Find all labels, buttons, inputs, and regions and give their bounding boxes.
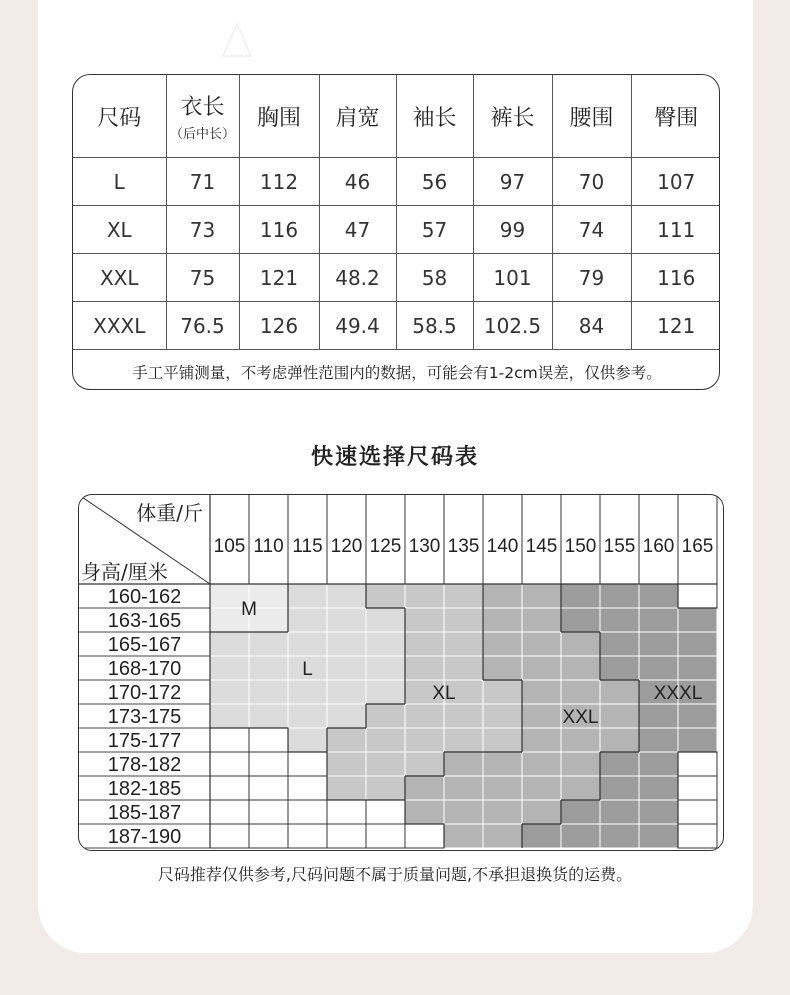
- corner-weight-label: 体重/斤: [136, 501, 203, 525]
- grid-cell-xxxl: [639, 824, 678, 848]
- height-label: 163-165: [107, 610, 182, 632]
- grid-cell-xxl: [522, 584, 561, 608]
- grid-cell-xxxl: [600, 608, 639, 632]
- header-chest: 胸围: [239, 75, 319, 158]
- table-cell: 49.4: [319, 302, 396, 350]
- table-cell: 97: [473, 158, 552, 206]
- grid-cell-l: [249, 632, 288, 656]
- height-label: 168-170: [107, 658, 182, 680]
- header-sleeve: 袖长: [396, 75, 473, 158]
- note-row: [73, 350, 720, 391]
- grid-cell-l: [327, 680, 366, 704]
- grid-cell-xxl: [561, 752, 600, 776]
- table-cell: 73: [166, 206, 239, 254]
- grid-cell-empty: [249, 824, 288, 848]
- grid-cell-empty: [210, 728, 249, 752]
- grid-cell-xxl: [444, 824, 483, 848]
- grid-cell-empty: [678, 800, 717, 824]
- grid-cell-l: [210, 656, 249, 680]
- grid-cell-xxxl: [600, 752, 639, 776]
- grid-cell-xxxl: [639, 632, 678, 656]
- grid-cell-xxl: [444, 776, 483, 800]
- grid-cell-l: [366, 656, 405, 680]
- grid-cell-xxl: [522, 800, 561, 824]
- table-cell: 116: [631, 254, 720, 302]
- grid-cell-xxl: [405, 800, 444, 824]
- grid-cell-l: [327, 608, 366, 632]
- grid-cell-xxl: [483, 656, 522, 680]
- grid-cell-xxxl: [561, 584, 600, 608]
- grid-cell-xl: [405, 656, 444, 680]
- weight-header: 120: [330, 536, 363, 557]
- grid-cell-xl: [405, 632, 444, 656]
- grid-cell-xxxl: [600, 776, 639, 800]
- grid-cell-xl: [483, 680, 522, 704]
- weight-header: 165: [681, 536, 714, 557]
- weight-header: 135: [447, 536, 480, 557]
- grid-cell-xxxl: [600, 656, 639, 680]
- quick-size-chart: [78, 494, 724, 851]
- grid-cell-xxxl: [600, 584, 639, 608]
- grid-cell-l: [249, 680, 288, 704]
- grid-cell-xxl: [483, 752, 522, 776]
- grid-cell-xxxl: [678, 704, 717, 728]
- grid-cell-empty: [249, 752, 288, 776]
- header-waist: 腰围: [552, 75, 631, 158]
- grid-cell-xxxl: [678, 632, 717, 656]
- grid-cell-empty: [327, 824, 366, 848]
- grid-cell-xl: [366, 704, 405, 728]
- grid-cell-empty: [366, 824, 405, 848]
- grid-cell-xxl: [522, 632, 561, 656]
- height-label: 182-185: [107, 778, 182, 800]
- grid-cell-l: [327, 632, 366, 656]
- grid-cell-xl: [444, 728, 483, 752]
- grid-cell-xxl: [522, 728, 561, 752]
- region-label-l: L: [302, 659, 313, 680]
- header-length: [166, 75, 239, 158]
- grid-cell-l: [210, 704, 249, 728]
- table-row: [73, 206, 720, 254]
- grid-cell-xxxl: [678, 608, 717, 632]
- grid-cell-xl: [327, 728, 366, 752]
- grid-cell-l: [288, 608, 327, 632]
- header-hip: 臀围: [631, 75, 720, 158]
- grid-cell-xxxl: [639, 800, 678, 824]
- grid-cell-xl: [444, 632, 483, 656]
- grid-cell-xxxl: [600, 800, 639, 824]
- table-cell: 46: [319, 158, 396, 206]
- table-row: [73, 158, 720, 206]
- weight-header: 110: [253, 536, 284, 557]
- grid-cell-xl: [405, 728, 444, 752]
- table-row: [73, 302, 720, 350]
- grid-cell-xxxl: [639, 728, 678, 752]
- height-label: 178-182: [107, 754, 182, 776]
- grid-cell-empty: [210, 776, 249, 800]
- grid-cell-xl: [444, 656, 483, 680]
- header-size: 尺码: [73, 75, 166, 158]
- header-length-label: 衣长: [180, 95, 225, 120]
- grid-cell-xxl: [444, 752, 483, 776]
- grid-cell-xl: [327, 752, 366, 776]
- grid-cell-xxl: [522, 776, 561, 800]
- grid-cell-l: [288, 632, 327, 656]
- table-cell: 48.2: [319, 254, 396, 302]
- grid-cell-xxxl: [639, 704, 678, 728]
- table-cell: XL: [73, 206, 166, 254]
- grid-cell-xl: [366, 776, 405, 800]
- grid-cell-xxxl: [678, 656, 717, 680]
- table-cell: XXL: [73, 254, 166, 302]
- region-label-m: M: [241, 599, 257, 620]
- measurement-note: 手工平铺测量，不考虑弹性范围内的数据，可能会有1-2cm误差，仅供参考。: [132, 364, 662, 382]
- grid-cell-xl: [405, 608, 444, 632]
- grid-cell-empty: [678, 824, 717, 848]
- grid-cell-empty: [288, 824, 327, 848]
- grid-cell-l: [249, 704, 288, 728]
- grid-cell-xxl: [600, 680, 639, 704]
- grid-cell-xxl: [483, 632, 522, 656]
- grid-cell-empty: [210, 800, 249, 824]
- grid-cell-xxl: [522, 752, 561, 776]
- region-label-xxl: XXL: [562, 707, 599, 728]
- grid-cell-l: [288, 680, 327, 704]
- grid-cell-empty: [405, 824, 444, 848]
- table-cell: 121: [631, 302, 720, 350]
- table-cell: 101: [473, 254, 552, 302]
- grid-cell-xxl: [561, 728, 600, 752]
- table-cell: 56: [396, 158, 473, 206]
- grid-cell-xxl: [522, 608, 561, 632]
- table-cell: 121: [239, 254, 319, 302]
- grid-cell-l: [249, 656, 288, 680]
- grid-cell-xxxl: [600, 632, 639, 656]
- grid-cell-xxl: [561, 632, 600, 656]
- grid-cell-empty: [210, 752, 249, 776]
- grid-cell-xxl: [483, 776, 522, 800]
- table-cell: 74: [552, 206, 631, 254]
- height-label: 187-190: [107, 826, 182, 848]
- weight-header: 150: [564, 536, 597, 557]
- grid-cell-xxxl: [561, 608, 600, 632]
- grid-cell-l: [288, 728, 327, 752]
- grid-cell-empty: [249, 728, 288, 752]
- grid-cell-xxxl: [639, 584, 678, 608]
- weight-header: 160: [642, 536, 675, 557]
- table-cell: 107: [631, 158, 720, 206]
- table-cell: 111: [631, 206, 720, 254]
- table-cell: 112: [239, 158, 319, 206]
- table-cell: 116: [239, 206, 319, 254]
- grid-cell-xl: [366, 728, 405, 752]
- table-cell: 126: [239, 302, 319, 350]
- table-cell: 76.5: [166, 302, 239, 350]
- grid-cell-xxxl: [600, 824, 639, 848]
- grid-cell-xxxl: [522, 824, 561, 848]
- grid-cell-xxl: [561, 680, 600, 704]
- grid-cell-xxl: [483, 824, 522, 848]
- grid-cell-xxl: [522, 680, 561, 704]
- size-table-header: [73, 75, 720, 158]
- height-label: 160-162: [107, 586, 182, 608]
- height-label: 173-175: [107, 706, 182, 728]
- weight-header: 145: [525, 536, 558, 557]
- grid-cell-empty: [210, 824, 249, 848]
- weight-header: 125: [369, 536, 402, 557]
- grid-cell-empty: [249, 800, 288, 824]
- grid-cell-l: [366, 608, 405, 632]
- grid-cell-xxl: [522, 656, 561, 680]
- grid-cell-l: [210, 632, 249, 656]
- grid-cell-empty: [288, 752, 327, 776]
- grid-cell-empty: [678, 776, 717, 800]
- grid-cell-xxl: [561, 776, 600, 800]
- weight-header: 105: [213, 536, 246, 557]
- grid-cell-xl: [405, 704, 444, 728]
- header-length-sub: （后中长）: [169, 127, 235, 142]
- grid-cell-l: [288, 704, 327, 728]
- region-label-xxxl: XXXL: [653, 683, 703, 704]
- grid-cell-xl: [405, 752, 444, 776]
- table-cell: 70: [552, 158, 631, 206]
- table-cell: 58: [396, 254, 473, 302]
- grid-cell-xl: [366, 584, 405, 608]
- grid-cell-xxl: [483, 800, 522, 824]
- height-label: 165-167: [107, 634, 182, 656]
- grid-cell-xxl: [600, 728, 639, 752]
- weight-header: 140: [486, 536, 519, 557]
- height-label: 185-187: [107, 802, 182, 824]
- grid-cell-xl: [444, 584, 483, 608]
- grid-cell-xl: [327, 776, 366, 800]
- size-table: [72, 74, 720, 390]
- table-row: [73, 254, 720, 302]
- grid-cell-l: [327, 656, 366, 680]
- quick-size-chart-svg: [79, 495, 723, 850]
- grid-cell-empty: [327, 800, 366, 824]
- grid-cell-xl: [444, 608, 483, 632]
- grid-cell-l: [288, 584, 327, 608]
- grid-cell-xxl: [444, 800, 483, 824]
- grid-cell-empty: [288, 800, 327, 824]
- grid-cell-l: [210, 680, 249, 704]
- grid-cell-xl: [483, 728, 522, 752]
- table-cell: 79: [552, 254, 631, 302]
- weight-header: 130: [408, 536, 441, 557]
- grid-cell-xl: [405, 584, 444, 608]
- grid-cell-xxxl: [639, 752, 678, 776]
- grid-cell-l: [366, 680, 405, 704]
- footer-note: 尺码推荐仅供参考,尺码问题不属于质量问题,不承担退换货的运费。: [157, 865, 633, 884]
- grid-cell-xxl: [522, 704, 561, 728]
- grid-cell-empty: [249, 776, 288, 800]
- grid-cell-xxl: [483, 608, 522, 632]
- header-shoulder: 肩宽: [319, 75, 396, 158]
- table-cell: 102.5: [473, 302, 552, 350]
- weight-header: 155: [603, 536, 636, 557]
- grid-cell-xxxl: [639, 656, 678, 680]
- table-cell: 75: [166, 254, 239, 302]
- grid-cell-l: [366, 632, 405, 656]
- grid-cell-l: [327, 584, 366, 608]
- grid-cell-xxl: [405, 776, 444, 800]
- corner-height-label: 身高/厘米: [81, 560, 168, 584]
- grid-cell-xl: [444, 704, 483, 728]
- triangle-decoration-icon: [222, 22, 252, 58]
- grid-cell-xxl: [483, 584, 522, 608]
- grid-cell-xxxl: [639, 776, 678, 800]
- grid-cell-empty: [366, 800, 405, 824]
- table-cell: 99: [473, 206, 552, 254]
- table-cell: 58.5: [396, 302, 473, 350]
- height-label: 175-177: [107, 730, 182, 752]
- table-cell: L: [73, 158, 166, 206]
- region-label-xl: XL: [432, 683, 456, 704]
- grid-cell-xxl: [561, 656, 600, 680]
- table-cell: 47: [319, 206, 396, 254]
- grid-cell-empty: [678, 752, 717, 776]
- grid-cell-xxxl: [561, 800, 600, 824]
- grid-cell-xxxl: [639, 608, 678, 632]
- table-cell: XXXL: [73, 302, 166, 350]
- grid-cell-xl: [366, 752, 405, 776]
- table-cell: 57: [396, 206, 473, 254]
- height-label: 170-172: [107, 682, 182, 704]
- table-cell: 84: [552, 302, 631, 350]
- grid-cell-l: [327, 704, 366, 728]
- grid-cell-xxxl: [678, 728, 717, 752]
- header-pants-length: 裤长: [473, 75, 552, 158]
- weight-header: 115: [292, 536, 323, 557]
- grid-cell-xxl: [600, 704, 639, 728]
- grid-cell-xl: [483, 704, 522, 728]
- grid-cell-xxxl: [561, 824, 600, 848]
- grid-cell-empty: [288, 776, 327, 800]
- quick-chart-title: 快速选择尺码表: [310, 445, 479, 470]
- table-cell: 71: [166, 158, 239, 206]
- grid-cell-empty: [678, 584, 717, 608]
